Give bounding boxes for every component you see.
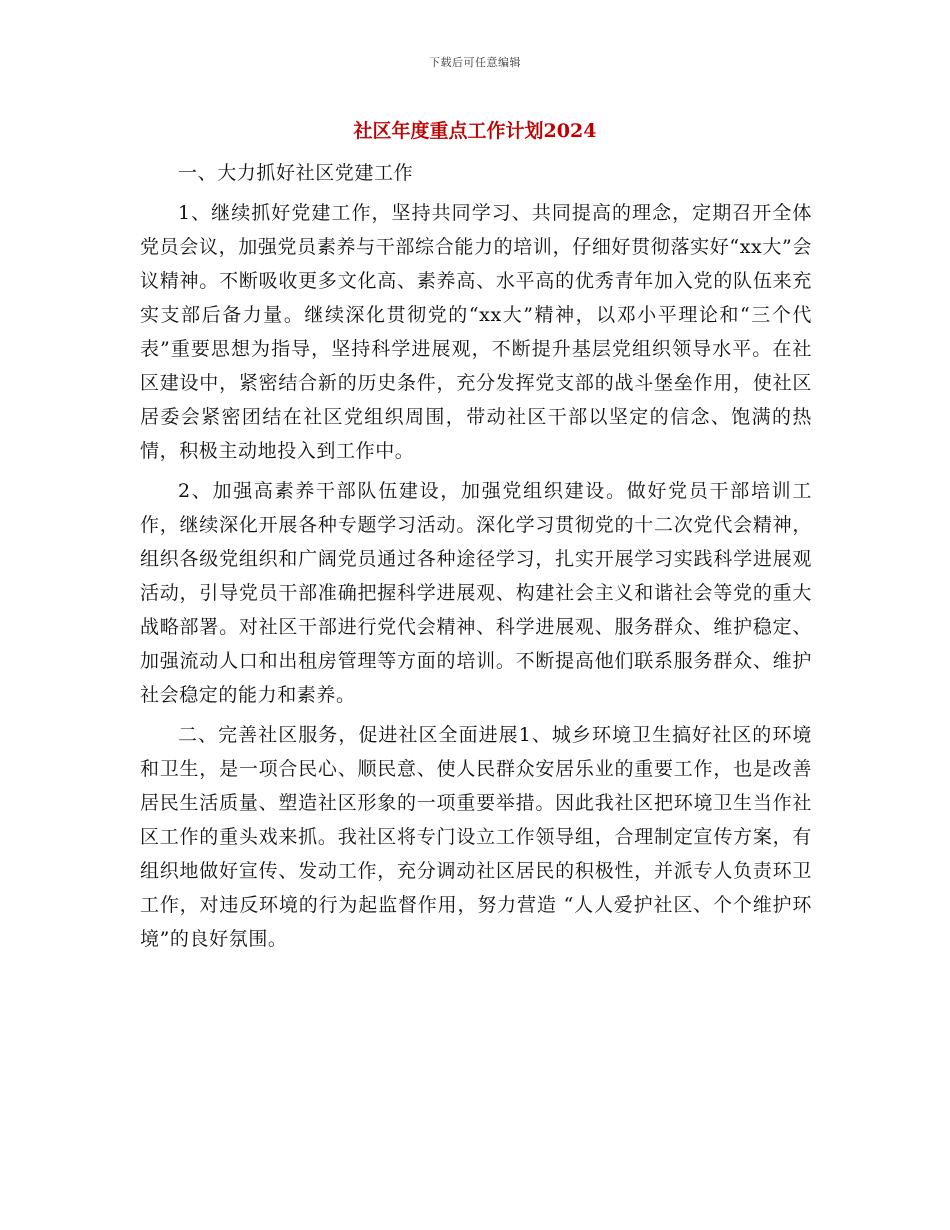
paragraph-party-work: 1、继续抓好党建工作，坚持共同学习、共同提高的理念，定期召开全体党员会议，加强党员素养与干部综合能力的培训，仔细好贯彻落实好“xx大”会议精神。不断吸收更多文化高、素养高、水平高的优秀青年加入党的队伍来充实支部后备力量。继续深化贯彻党的“xx大”精神，以邓小平理论和“三个代表”重要思想为指导，坚持科学进展观，不断提升基层党组织领导水平。在社区建设中，紧密结合新的历史条件，充分发挥党支部的战斗堡垒作用，使社区居委会紧密团结在社区党组织周围，带动社区干部以坚定的信念、饱满的热情，积极主动地投入到工作中。 xyxy=(140,202,812,462)
document-title: 社区年度重点工作计划2024 xyxy=(353,120,597,142)
header-note: 下载后可任意编辑 xyxy=(429,56,521,69)
paragraph-cadre-team: 2、加强高素养干部队伍建设，加强党组织建设。做好党员干部培训工作，继续深化开展各种专题学习活动。深化学习贯彻党的十二次党代会精神，组织各级党组织和广阔党员通过各种途径学习，扎实开展学习实践科学进展观活动，引导党员干部准确把握科学进展观、构建社会主义和谐社会等党的重大战略部署。对社区干部进行党代会精神、科学进展观、服务群众、维护稳定、加强流动人口和出租房管理等方面的培训。不断提高他们联系服务群众、维护社会稳定的能力和素养。 xyxy=(140,480,812,706)
document-body xyxy=(140,156,812,962)
section-heading-party-building: 一、大力抓好社区党建工作 xyxy=(178,162,414,184)
paragraph-community-service: 二、完善社区服务，促进社区全面进展1、城乡环境卫生搞好社区的环境和卫生，是一项合民心、顺民意、使人民群众安居乐业的重要工作，也是改善居民生活质量、塑造社区形象的一项重要举措。因此我社区把环境卫生当作社区工作的重头戏来抓。我社区将专门设立工作领导组，合理制定宣传方案，有组织地做好宣传、发动工作，充分调动社区居民的积极性，并派专人负责环卫工作，对违反环境的行为起监督作用，努力营造 “人人爱护社区、个个维护环境”的良好氛围。 xyxy=(140,724,812,950)
